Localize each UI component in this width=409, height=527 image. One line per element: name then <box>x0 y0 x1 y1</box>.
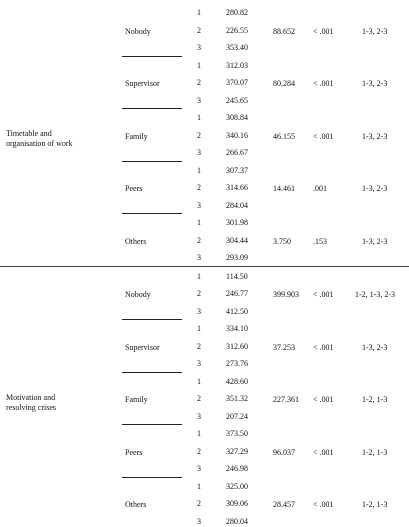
group-label: Peers <box>125 447 143 457</box>
group-label: Others <box>125 500 147 509</box>
group-label: Nobody <box>125 26 151 36</box>
mean-rank-value: 428.60 <box>226 376 248 386</box>
rank-group-number: 3 <box>197 95 201 105</box>
mean-rank-value: 207.24 <box>226 411 248 421</box>
mean-rank-value: 280.04 <box>226 516 248 526</box>
mean-rank-value: 412.50 <box>226 306 248 316</box>
p-value: < .001 <box>313 500 334 509</box>
rank-group-number: 2 <box>197 289 201 298</box>
section-label: resolving crises <box>6 402 56 412</box>
mean-rank-value: 314.66 <box>226 183 248 192</box>
rank-group-number: 2 <box>197 446 201 456</box>
rank-group-number: 2 <box>197 499 201 508</box>
mean-rank-value: 246.77 <box>226 289 248 298</box>
p-value: .153 <box>313 236 327 246</box>
group-divider <box>122 161 182 162</box>
rank-group-number: 1 <box>197 165 201 175</box>
rank-group-number: 2 <box>197 394 201 403</box>
group-divider <box>122 319 182 320</box>
group-label: Family <box>125 395 148 404</box>
rank-group-number: 3 <box>197 516 201 526</box>
post-hoc-comparisons: 1-2, 1-3 <box>362 395 388 404</box>
mean-rank-value: 293.09 <box>226 253 248 262</box>
post-hoc-comparisons: 1-3, 2-3 <box>362 342 388 352</box>
section-label: Timetable and <box>6 129 52 139</box>
mean-rank-value: 325.00 <box>226 481 248 491</box>
rank-group-number: 3 <box>197 306 201 316</box>
mean-rank-value: 353.40 <box>226 43 248 52</box>
rank-group-number: 3 <box>197 253 201 262</box>
group-divider <box>122 56 182 57</box>
chi-square-value: 3.750 <box>273 236 291 246</box>
rank-group-number: 1 <box>197 429 201 438</box>
p-value: < .001 <box>313 79 334 88</box>
group-divider <box>122 213 182 214</box>
rank-group-number: 3 <box>197 464 201 473</box>
post-hoc-comparisons: 1-3, 2-3 <box>362 26 388 36</box>
rank-group-number: 3 <box>197 43 201 52</box>
rank-group-number: 1 <box>197 481 201 491</box>
rank-group-number: 3 <box>197 359 201 368</box>
rank-group-number: 2 <box>197 235 201 245</box>
p-value: .001 <box>313 184 327 193</box>
rank-group-number: 2 <box>197 130 201 140</box>
rank-group-number: 1 <box>197 324 201 333</box>
chi-square-value: 399.903 <box>273 290 299 299</box>
rank-group-number: 3 <box>197 411 201 421</box>
rank-group-number: 2 <box>197 183 201 192</box>
rank-group-number: 1 <box>197 60 201 70</box>
mean-rank-value: 226.55 <box>226 25 248 35</box>
mean-rank-value: 312.03 <box>226 60 248 70</box>
mean-rank-value: 245.65 <box>226 95 248 105</box>
post-hoc-comparisons: 1-2, 1-3, 2-3 <box>355 290 395 299</box>
section-label: organisation of work <box>6 139 73 149</box>
group-label: Nobody <box>125 290 151 299</box>
section-separator <box>0 266 409 267</box>
section-label: Motivation and <box>6 392 56 402</box>
rank-group-number: 2 <box>197 78 201 87</box>
chi-square-value: 14.461 <box>273 184 295 193</box>
post-hoc-comparisons: 1-3, 2-3 <box>362 131 388 141</box>
p-value: < .001 <box>313 342 334 352</box>
post-hoc-comparisons: 1-3, 2-3 <box>362 79 388 88</box>
mean-rank-value: 301.98 <box>226 218 248 227</box>
p-value: < .001 <box>313 26 334 36</box>
mean-rank-value: 266.67 <box>226 148 248 157</box>
rank-group-number: 3 <box>197 148 201 157</box>
chi-square-value: 96.037 <box>273 447 295 457</box>
mean-rank-value: 370.07 <box>226 78 248 87</box>
post-hoc-comparisons: 1-3, 2-3 <box>362 236 388 246</box>
mean-rank-value: 114.50 <box>226 271 248 281</box>
p-value: < .001 <box>313 395 334 404</box>
mean-rank-value: 284.04 <box>226 200 248 210</box>
post-hoc-comparisons: 1-2, 1-3 <box>362 447 388 457</box>
rank-group-number: 1 <box>197 8 201 17</box>
group-divider <box>122 108 182 109</box>
group-divider <box>122 477 182 478</box>
chi-square-value: 88.652 <box>273 26 295 36</box>
group-label: Others <box>125 236 147 246</box>
chi-square-value: 80.284 <box>273 79 295 88</box>
mean-rank-value: 273.76 <box>226 359 248 368</box>
mean-rank-value: 334.10 <box>226 324 248 333</box>
p-value: < .001 <box>313 447 334 457</box>
chi-square-value: 227.361 <box>273 395 299 404</box>
chi-square-value: 37.253 <box>273 342 295 352</box>
mean-rank-value: 308.84 <box>226 113 248 122</box>
chi-square-value: 46.155 <box>273 131 295 141</box>
rank-group-number: 1 <box>197 113 201 122</box>
mean-rank-value: 246.98 <box>226 464 248 473</box>
mean-rank-value: 340.16 <box>226 130 248 140</box>
p-value: < .001 <box>313 131 334 141</box>
mean-rank-value: 280.82 <box>226 8 248 17</box>
group-label: Family <box>125 131 148 141</box>
rank-group-number: 2 <box>197 341 201 351</box>
post-hoc-comparisons: 1-3, 2-3 <box>362 184 388 193</box>
group-label: Supervisor <box>125 79 160 88</box>
mean-rank-value: 312.60 <box>226 341 248 351</box>
group-label: Peers <box>125 184 143 193</box>
mean-rank-value: 327.29 <box>226 446 248 456</box>
rank-group-number: 1 <box>197 376 201 386</box>
rank-group-number: 1 <box>197 218 201 227</box>
mean-rank-value: 304.44 <box>226 235 248 245</box>
mean-rank-value: 351.32 <box>226 394 248 403</box>
rank-group-number: 2 <box>197 25 201 35</box>
group-divider <box>122 424 182 425</box>
post-hoc-comparisons: 1-2, 1-3 <box>362 500 388 509</box>
p-value: < .001 <box>313 290 334 299</box>
mean-rank-value: 373.50 <box>226 429 248 438</box>
mean-rank-value: 309.06 <box>226 499 248 508</box>
mean-rank-value: 307.37 <box>226 165 248 175</box>
group-divider <box>122 372 182 373</box>
rank-group-number: 3 <box>197 200 201 210</box>
chi-square-value: 28.457 <box>273 500 295 509</box>
group-label: Supervisor <box>125 342 160 352</box>
rank-group-number: 1 <box>197 271 201 281</box>
